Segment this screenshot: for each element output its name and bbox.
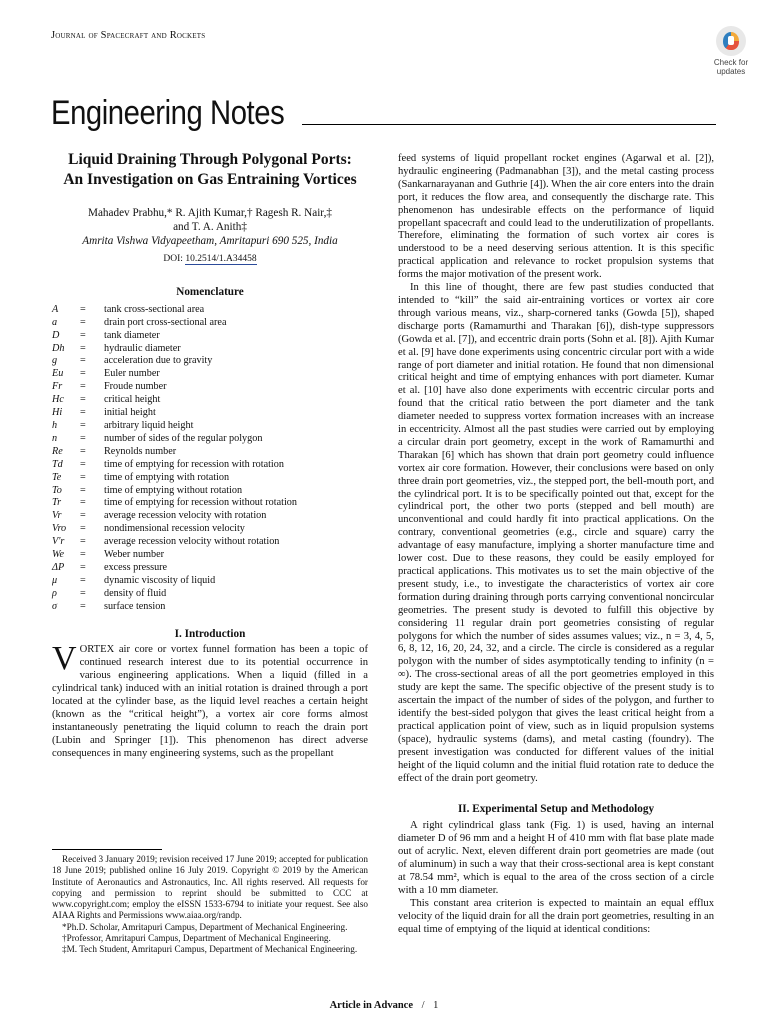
nomenclature-heading: Nomenclature (176, 285, 244, 298)
badge-text-line2: updates (716, 67, 746, 76)
nom-symbol: Re (52, 445, 63, 457)
authors-line1: Mahadev Prabhu,* R. Ajith Kumar,† Ragesh R. Nair,‡ (88, 207, 332, 219)
intro-paragraph (52, 640, 368, 760)
nom-equals: = (80, 458, 86, 470)
nom-equals: = (80, 574, 86, 586)
nom-symbol: n (52, 432, 58, 444)
nom-definition: excess pressure (104, 561, 168, 573)
nom-symbol: Fr (52, 381, 63, 393)
nom-definition: Weber number (104, 549, 164, 561)
footnote-3: ‡M. Tech Student, Amritapuri Campus, Department of Mechanical Engineering. (62, 944, 358, 955)
nom-equals: = (80, 342, 86, 354)
page-footer (0, 1000, 768, 1011)
nom-definition: average recession velocity with rotation (104, 510, 267, 522)
nom-symbol: σ (52, 600, 58, 612)
section-rule (302, 124, 716, 125)
nom-equals: = (80, 497, 86, 509)
paragraph-setup: A right cylindrical glass tank (Fig. 1) is used, having an internal diameter D of 96 mm and a height H of 410 mm with flat base plate made out of acrylic. Next, eleven different drain port geometries are made (out of aluminum) in such a way that their cross-sectional area is kept constant at 78.54 mm², which is equal to the area of the cross section of a circle with a 10 mm diameter. (398, 820, 714, 896)
nom-equals: = (80, 587, 86, 599)
nom-equals: = (80, 523, 86, 535)
nom-definition: nondimensional recession velocity (104, 523, 245, 535)
intro-text: ORTEX air core or vortex funnel formation has been a topic of continued research interest due to its potential occurrence in various engineering applications. When a liquid (filled in a cylindrical tank) induced with an initial rotation is drained through a port located at the cylinder base, as the liquid level reaches a certain height (known as the “critical height”), a vortex air core forms almost instantaneously penetrating the liquid column to reach the drain port (Lubin and Springer [1]). This phenomenon has direct adverse consequences in many engineering systems, such as the propellant (52, 644, 368, 759)
nom-equals: = (80, 432, 86, 444)
nom-symbol: D (52, 329, 60, 341)
page-number: 1 (433, 1000, 439, 1011)
nom-symbol: ΔP (52, 561, 65, 573)
nom-symbol: A (52, 303, 59, 315)
nom-symbol: ρ (52, 587, 57, 599)
doi-label: DOI: (163, 254, 183, 264)
nom-equals: = (80, 394, 86, 406)
footnotes (52, 849, 368, 956)
nom-definition: density of fluid (104, 587, 167, 599)
doi (52, 253, 368, 266)
nom-equals: = (80, 355, 86, 367)
paragraph-efflux: This constant area criterion is expected to maintain an equal efflux velocity of the liquid drain for all the drain port geometries, resulting in an equal time of emptying of the liquid at identical conditions: (398, 897, 714, 935)
nom-definition: initial height (104, 407, 156, 419)
nom-symbol: Vr (52, 510, 62, 522)
badge-text-line1: Check for (713, 58, 749, 67)
nom-definition: average recession velocity without rotation (104, 536, 280, 548)
nom-symbol: g (52, 355, 58, 367)
nom-definition: tank diameter (104, 329, 160, 341)
check-updates-icon (716, 26, 746, 56)
nom-equals: = (80, 419, 86, 431)
nom-symbol: To (52, 484, 62, 496)
nom-equals: = (80, 561, 86, 573)
nom-symbol: We (52, 549, 65, 561)
drop-cap: V (52, 640, 77, 678)
section2-heading: II. Experimental Setup and Methodology (457, 803, 655, 816)
nom-symbol: Tr (52, 497, 62, 509)
intro-heading: I. Introduction (174, 627, 246, 640)
nom-definition: time of emptying for recession with rotation (104, 458, 284, 470)
doi-link[interactable]: 10.2514/1.A34458 (185, 254, 257, 264)
nom-definition: drain port cross-sectional area (104, 316, 227, 328)
nom-definition: tank cross-sectional area (104, 303, 205, 315)
nom-equals: = (80, 381, 86, 393)
nom-definition: Euler number (104, 368, 160, 380)
nom-symbol: h (52, 419, 58, 431)
nom-equals: = (80, 303, 86, 315)
footer-label: Article in Advance (329, 1000, 413, 1011)
nom-symbol: Dh (52, 342, 65, 354)
article-title: Liquid Draining Through Polygonal Ports: An Investigation on Gas Entraining Vortices (63, 151, 357, 188)
nom-equals: = (80, 329, 86, 341)
nom-definition: number of sides of the regular polygon (104, 432, 263, 444)
nom-symbol: Td (52, 458, 63, 470)
section-heading: Engineering Notes (51, 94, 285, 132)
right-column (398, 153, 714, 936)
footer-sep: / (421, 1000, 425, 1011)
nomenclature-list (52, 304, 368, 614)
journal-name: Journal of Spacecraft and Rockets (51, 30, 206, 41)
nom-equals: = (80, 484, 86, 496)
nom-symbol: μ (52, 574, 58, 586)
footnote-received: Received 3 January 2019; revision received 17 June 2019; accepted for publication 18 June 2019; published online 16 July 2019. Copyright © 2019 by the American Institute of Aeronautics and Astronautics, Inc. All rights reserved. All requests for copying and permission to reprint should be submitted to CCC at www.copyright.com; employ the eISSN 1533-6794 to initiate your request. See also AIAA Rights and Permissions www.aiaa.org/randp. (52, 854, 368, 921)
nom-equals: = (80, 471, 86, 483)
nom-definition: Reynolds number (104, 445, 177, 457)
nom-symbol: Eu (52, 368, 64, 380)
nom-equals: = (80, 445, 86, 457)
paragraph-past-studies: In this line of thought, there are few past studies conducted that intended to “kill” the said air-entraining vortices or vortex air core through various means, viz., sharp-cornered tanks (Gowda [5]), shaped discharge ports (Ramamurthi and Tharakan [6]), dish-type suppressors (Gowda et al. [7]), and eccentric drain ports (Sohn et al. [8]). Ajith Kumar et al. [9] have done experiments using concentric circular port with a wide range of port diameter and initial rotation. He found that non dimensional critical height and time of emptying enhances with port diameter. Kumar et al. [10] have also done experiments with eccentric circular ports and found that the critical ratio between the port diameter and the tank diameter needed to suppress vortex formation increases with an increase in eccentricity. Almost all the past studies were carried out by employing a circular drain port geometry, except in the work of Ramamurthi and Tharakan [6] which has shown that drain port geometry could influence vortex air core formation. However, their conclusions were based on only three drain port geometries, viz., the stepped port, the bell-mouth port, and the cylindrical port. It is to be specifically pointed out that, except for the cylindrical port, the other two ports (stepped and bell mouth) are unconventional and could hardly fit into practical applications. On the contrary, conventional geometries (e.g., circle and square) carry the advantage of easy manufacture, implying a shorter manufacture time and lower cost. Due to these reasons, they could be easily employed for practical applications. This motivates us to set the main objective of the present study, i.e., to investigate the characteristics of vortex air core formation during draining through ports carrying conventional noncircular geometries. The present study is devoted to fulfill this objective by considering 11 regular drain port geometries consisting of regular polygons for which the number of sides assumes values; viz., n = 3, 4, 5, 6, 8, 12, 16, 20, 24, 32, and a circle. The circle is considered as a regular polygon with the number of sides asymptotically tending to infinity (n = ∞). The cross-sectional areas of all the port geometries employed in this study are kept the same. The specific objective of the present study is to ascertain the impact of the number of sides of the polygon, and further to identify the best-sided polygon that gives the least critical height from a practical application point of view, such as in liquid propulsion systems (space), hydraulic systems (dams), and metal casting (foundry). The present investigation was conducted for different values of the initial height of the liquid column and the initial fluid rotation rate to deduce the effect of the drain port geometry. (398, 282, 714, 784)
nom-definition: hydraulic diameter (104, 342, 181, 354)
left-column (52, 150, 368, 761)
nom-symbol: Te (52, 471, 62, 483)
nom-equals: = (80, 549, 86, 561)
footnote-1: *Ph.D. Scholar, Amritapuri Campus, Department of Mechanical Engineering. (62, 921, 348, 932)
nom-symbol: V'r (52, 536, 65, 548)
nom-symbol: a (52, 316, 58, 328)
nom-definition: arbitrary liquid height (104, 419, 194, 431)
paragraph-continued: feed systems of liquid propellant rocket engines (Agarwal et al. [2]), hydraulic engineering (Padmanabhan [3]), and the metal casting process (Sankarnarayanan and Guthrie [4]). When the air core enters into the drain port, it reduces the flow area, and consequently the discharge rate. This phenomenon has undesirable effects on the performance of liquid propellant spacecraft and could lead to the underutilization of propellants. Therefore, eliminating the formation of such vortex air cores is understood to be a need deserving serious attention. It is this specific practical application and relevance to rocket propulsion systems that forms the major motivation of the present work. (398, 153, 714, 281)
nom-definition: critical height (104, 394, 161, 406)
nom-definition: time of emptying with rotation (104, 471, 230, 483)
footnote-2: †Professor, Amritapuri Campus, Department of Mechanical Engineering. (62, 933, 331, 944)
nom-symbol: Vro (52, 523, 67, 535)
nom-definition: acceleration due to gravity (104, 355, 213, 367)
nom-definition: time of emptying for recession without rotation (104, 497, 297, 509)
nom-definition: Froude number (104, 381, 167, 393)
footnote-rule (52, 849, 162, 850)
nom-symbol: Hc (52, 394, 64, 406)
authors-line2: and T. A. Anith‡ (173, 221, 247, 233)
nom-definition: surface tension (104, 600, 166, 612)
affiliation: Amrita Vishwa Vidyapeetham, Amritapuri 690 525, India (82, 235, 338, 247)
nom-equals: = (80, 407, 86, 419)
nom-equals: = (80, 368, 86, 380)
nom-equals: = (80, 600, 86, 612)
nom-equals: = (80, 536, 86, 548)
nom-definition: time of emptying without rotation (104, 484, 243, 496)
nom-equals: = (80, 316, 86, 328)
nom-equals: = (80, 510, 86, 522)
nom-definition: dynamic viscosity of liquid (104, 574, 216, 586)
nom-symbol: Hi (52, 407, 63, 419)
check-for-updates-badge[interactable] (706, 26, 756, 82)
